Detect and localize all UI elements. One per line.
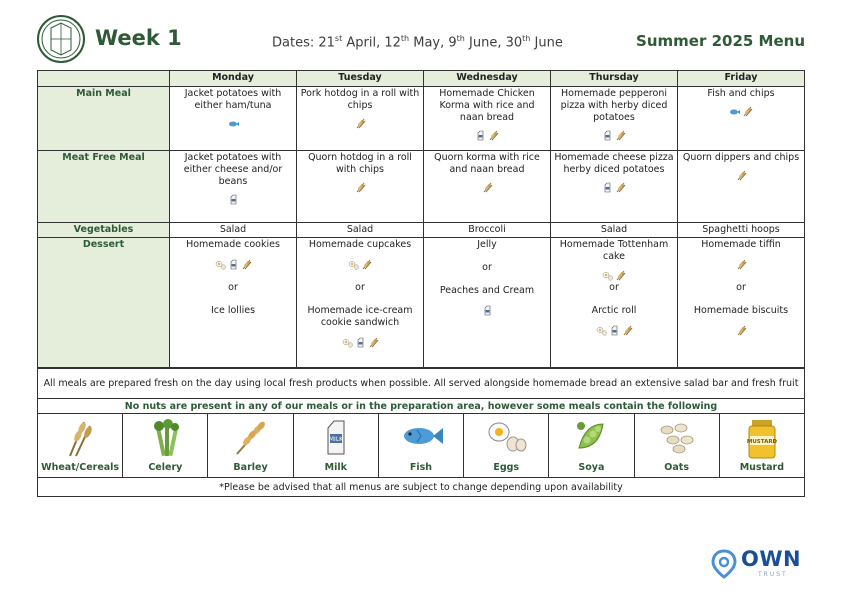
soya-icon [571,418,611,456]
wheat-icon [742,106,753,117]
row-label-vegetables: Vegetables [38,223,170,238]
or-label: or [609,282,619,293]
vegetables-monday: Salad [170,223,297,238]
day-tuesday: Tuesday [297,71,424,87]
meat-free-friday: Quorn dippers and chips [678,151,805,223]
nuts-note: No nuts are present in any of our meals or in the preparation area, however some meals contain the following [38,399,805,414]
day-header-row [38,71,805,87]
wheat-icon [615,182,626,193]
barley-icon [231,418,271,458]
wheat-icon [368,337,379,348]
dates-prefix: Dates: [272,35,319,51]
allergen-oats: Oats [638,415,716,476]
egg-icon [348,259,359,270]
milk-icon [316,418,356,456]
row-label-main-meal: Main Meal [38,87,170,151]
dessert-thursday: Homemade Tottenham cake or Arctic roll [551,238,678,368]
milk-icon [609,325,620,336]
own-trust-logo [711,549,806,579]
footer-table [37,368,805,497]
menu-title: Summer 2025 Menu [636,32,805,50]
allergen-eggs: Eggs [467,415,545,476]
menu-table [37,70,805,368]
wheat-icon [361,259,372,270]
meat-free-row [38,151,805,223]
wheat-icon [736,259,747,270]
or-label: or [355,282,365,293]
meat-free-monday: Jacket potatoes with either cheese and/or beans [170,151,297,223]
mustard-icon [742,418,782,460]
main-meal-monday: Jacket potatoes with either ham/tuna [170,87,297,151]
day-friday: Friday [678,71,805,87]
milk-icon [228,259,239,270]
dessert-friday: Homemade tiffin or Homemade biscuits [678,238,805,368]
wheat-icon [488,130,499,141]
egg-icon [342,337,353,348]
milk-icon [602,182,613,193]
availability-note: *Please be advised that all menus are subject to change depending upon availability [38,478,805,497]
dessert-wednesday: Jelly or Peaches and Cream [424,238,551,368]
milk-icon [228,194,239,205]
vegetables-tuesday: Salad [297,223,424,238]
main-meal-row [38,87,805,151]
fish-icon [729,106,740,117]
allergen-barley: Barley [211,415,289,476]
week-title: Week 1 [95,26,182,50]
allergen-celery: Celery [126,415,204,476]
milk-icon [355,337,366,348]
wheat-icon [355,182,366,193]
day-monday: Monday [170,71,297,87]
menu-dates: Dates: 21st April, 12th May, 9th June, 30th June [272,34,563,51]
milk-icon [475,130,486,141]
milk-icon [602,130,613,141]
fresh-note: All meals are prepared fresh on the day using local fresh products when possible. All served alongside homemade bread an extensive salad bar and fresh fruit [38,369,805,399]
row-label-meat-free: Meat Free Meal [38,151,170,223]
vegetables-wednesday: Broccoli [424,223,551,238]
allergen-soya: Soya [552,415,630,476]
day-wednesday: Wednesday [424,71,551,87]
dessert-row [38,238,805,368]
milk-icon [482,305,493,316]
meat-free-wednesday: Quorn korma with rice and naan bread [424,151,551,223]
main-meal-friday: Fish and chips [678,87,805,151]
fish-icon [397,418,445,452]
or-label: or [228,282,238,293]
allergen-milk: MILK Milk [297,415,375,476]
wheat-icon [622,325,633,336]
egg-icon [596,325,607,336]
wheat-icon [482,182,493,193]
wheat-icon [615,130,626,141]
school-logo [36,14,86,64]
row-label-dessert: Dessert [38,238,170,368]
allergen-fish: Fish [382,415,460,476]
or-label: or [482,262,492,273]
dessert-tuesday: Homemade cupcakes or Homemade ice-cream cookie sandwich [297,238,424,368]
wheat-icon [241,259,252,270]
location-pin-icon [711,549,737,579]
brand-name: OWN [741,547,802,571]
vegetables-thursday: Salad [551,223,678,238]
allergen-row [38,414,805,478]
main-meal-tuesday: Pork hotdog in a roll with chips [297,87,424,151]
wheat-icon [736,170,747,181]
allergen-mustard: MUSTARD Mustard [723,415,801,476]
vegetables-friday: Spaghetti hoops [678,223,805,238]
wheat-icon [615,270,626,281]
day-thursday: Thursday [551,71,678,87]
svg-text:MILK: MILK [328,436,343,443]
brand-sub: TRUST [758,571,788,578]
wheat-icon [60,418,100,458]
oats-icon [655,418,699,456]
or-label: or [736,282,746,293]
allergen-wheat: Wheat/Cereals [41,415,119,476]
meat-free-tuesday: Quorn hotdog in a roll with chips [297,151,424,223]
meat-free-thursday: Homemade cheese pizza herby diced potatoes [551,151,678,223]
egg-icon [483,418,529,454]
corner-cell [38,71,170,87]
main-meal-thursday: Homemade pepperoni pizza with herby diced potatoes [551,87,678,151]
wheat-icon [736,325,747,336]
fish-icon [228,118,239,129]
egg-icon [602,270,613,281]
dessert-monday: Homemade cookies or Ice lollies [170,238,297,368]
celery-icon [145,418,185,458]
mustard-jar-label: MUSTARD [746,439,778,445]
wheat-icon [355,118,366,129]
egg-icon [215,259,226,270]
main-meal-wednesday: Homemade Chicken Korma with rice and naan bread [424,87,551,151]
vegetables-row [38,223,805,238]
